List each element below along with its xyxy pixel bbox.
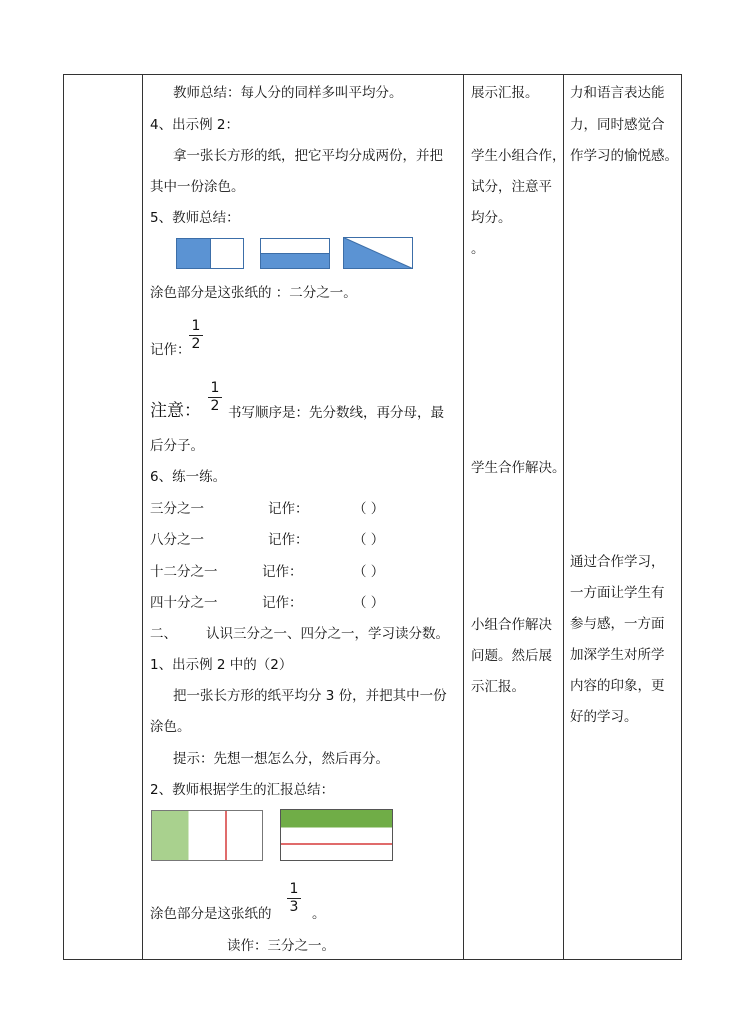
student-group-line2: 试分，注意平 <box>471 179 552 195</box>
practice-item-label: 记作： <box>262 564 303 580</box>
half-horizontal-rectangle <box>260 238 331 270</box>
practice-item-name: 八分之一 <box>150 532 204 548</box>
practice-item-blank: （ ） <box>353 532 385 548</box>
intent-mid-line1: 通过合作学习， <box>570 554 665 570</box>
student-small-group-line2: 问题。然后展 <box>471 648 552 664</box>
student-dot: 。 <box>471 241 485 257</box>
example-2-title: 4、出示例 2： <box>150 117 239 133</box>
intent-mid-line3: 参与感，一方面 <box>570 616 665 632</box>
intent-top-line1: 力和语言表达能 <box>570 85 665 101</box>
third-vertical-rectangle <box>151 810 264 862</box>
intent-top-line3: 作学习的愉悦感。 <box>570 148 678 164</box>
fraction-one-half-note <box>207 381 223 414</box>
read-as-statement: 读作：三分之一。 <box>227 938 335 954</box>
fraction-numerator: 1 <box>210 380 220 396</box>
half-vertical-shaded <box>177 239 211 269</box>
table-col-divider-2 <box>463 74 464 960</box>
half-diagonal-shaded <box>344 238 413 269</box>
practice-item-blank: （ ） <box>353 564 385 580</box>
third-vertical-shaded <box>152 811 189 861</box>
table-left-border <box>63 74 64 960</box>
example-2-part2-task-line2: 涂色。 <box>150 719 191 735</box>
note-text-line2: 后分子。 <box>150 438 204 454</box>
practice-item-blank: （ ） <box>353 501 385 517</box>
shaded-third-statement: 涂色部分是这张纸的 <box>150 906 272 922</box>
fraction-denominator: 2 <box>191 336 201 352</box>
shaded-half-statement: 涂色部分是这张纸的 ：二分之一。 <box>150 285 357 301</box>
practice-item-label: 记作： <box>268 532 309 548</box>
example-2-task-line2: 其中一份涂色。 <box>150 179 245 195</box>
hint-text: 提示：先想一想怎么分，然后再分。 <box>173 751 389 767</box>
intent-mid-line5: 内容的印象，更 <box>570 678 665 694</box>
table-bottom-border <box>63 959 682 960</box>
fraction-one-half <box>188 319 204 352</box>
fraction-numerator: 1 <box>289 881 299 897</box>
table-col-divider-3 <box>563 74 564 960</box>
fraction-denominator: 2 <box>210 398 220 414</box>
practice-title: 6、练一练。 <box>150 469 227 485</box>
intent-mid-line6: 好的学习。 <box>570 709 638 725</box>
fraction-numerator: 1 <box>191 318 201 334</box>
write-as-label: 记作： <box>150 342 191 358</box>
student-small-group-line3: 示汇报。 <box>471 679 525 695</box>
intent-top-line2: 力，同时感觉合 <box>570 117 665 133</box>
practice-item-name: 四十分之一 <box>150 595 218 611</box>
table-top-border <box>63 74 682 75</box>
teacher-summary-even-share: 教师总结：每人分的同样多叫平均分。 <box>173 85 403 101</box>
student-show-report: 展示汇报。 <box>471 85 539 101</box>
intent-mid-line4: 加深学生对所学 <box>570 647 665 663</box>
shaded-third-period: 。 <box>312 906 326 922</box>
student-small-group-line1: 小组合作解决 <box>471 617 552 633</box>
section-2-number: 二、 <box>150 626 177 642</box>
table-col-divider-1 <box>142 74 143 960</box>
fraction-denominator: 3 <box>289 899 299 915</box>
note-label: 注意： <box>150 401 201 421</box>
example-2-task-line1: 拿一张长方形的纸，把它平均分成两份，并把 <box>173 148 443 164</box>
table-right-border <box>681 74 682 960</box>
student-coop-solve: 学生合作解决。 <box>471 460 566 476</box>
half-diagonal-rectangle <box>343 237 414 270</box>
example-2-part2-task-line1: 把一张长方形的纸平均分 3 份，并把其中一份 <box>173 688 447 704</box>
section-2-title: 认识三分之一、四分之一，学习读分数。 <box>206 626 449 642</box>
half-vertical-rectangle <box>176 238 245 270</box>
practice-item-label: 记作： <box>268 501 309 517</box>
note-text: 书写顺序是：先分数线，再分母，最 <box>228 405 444 421</box>
half-horizontal-shaded <box>261 254 330 269</box>
third-horizontal-rectangle <box>280 809 394 862</box>
practice-item-blank: （ ） <box>353 595 385 611</box>
practice-item-name: 十二分之一 <box>150 564 218 580</box>
teacher-summary-report: 2、教师根据学生的汇报总结： <box>150 782 335 798</box>
third-horizontal-shaded <box>281 810 393 828</box>
teacher-summary-title: 5、教师总结： <box>150 210 240 226</box>
fraction-one-third <box>286 882 302 915</box>
intent-mid-line2: 一方面让学生有 <box>570 585 665 601</box>
practice-item-label: 记作： <box>262 595 303 611</box>
example-2-part2-title: 1、出示例 2 中的（2） <box>150 657 293 673</box>
student-group-line1: 学生小组合作， <box>471 148 566 164</box>
practice-item-name: 三分之一 <box>150 501 204 517</box>
student-group-line3: 均分。 <box>471 210 512 226</box>
